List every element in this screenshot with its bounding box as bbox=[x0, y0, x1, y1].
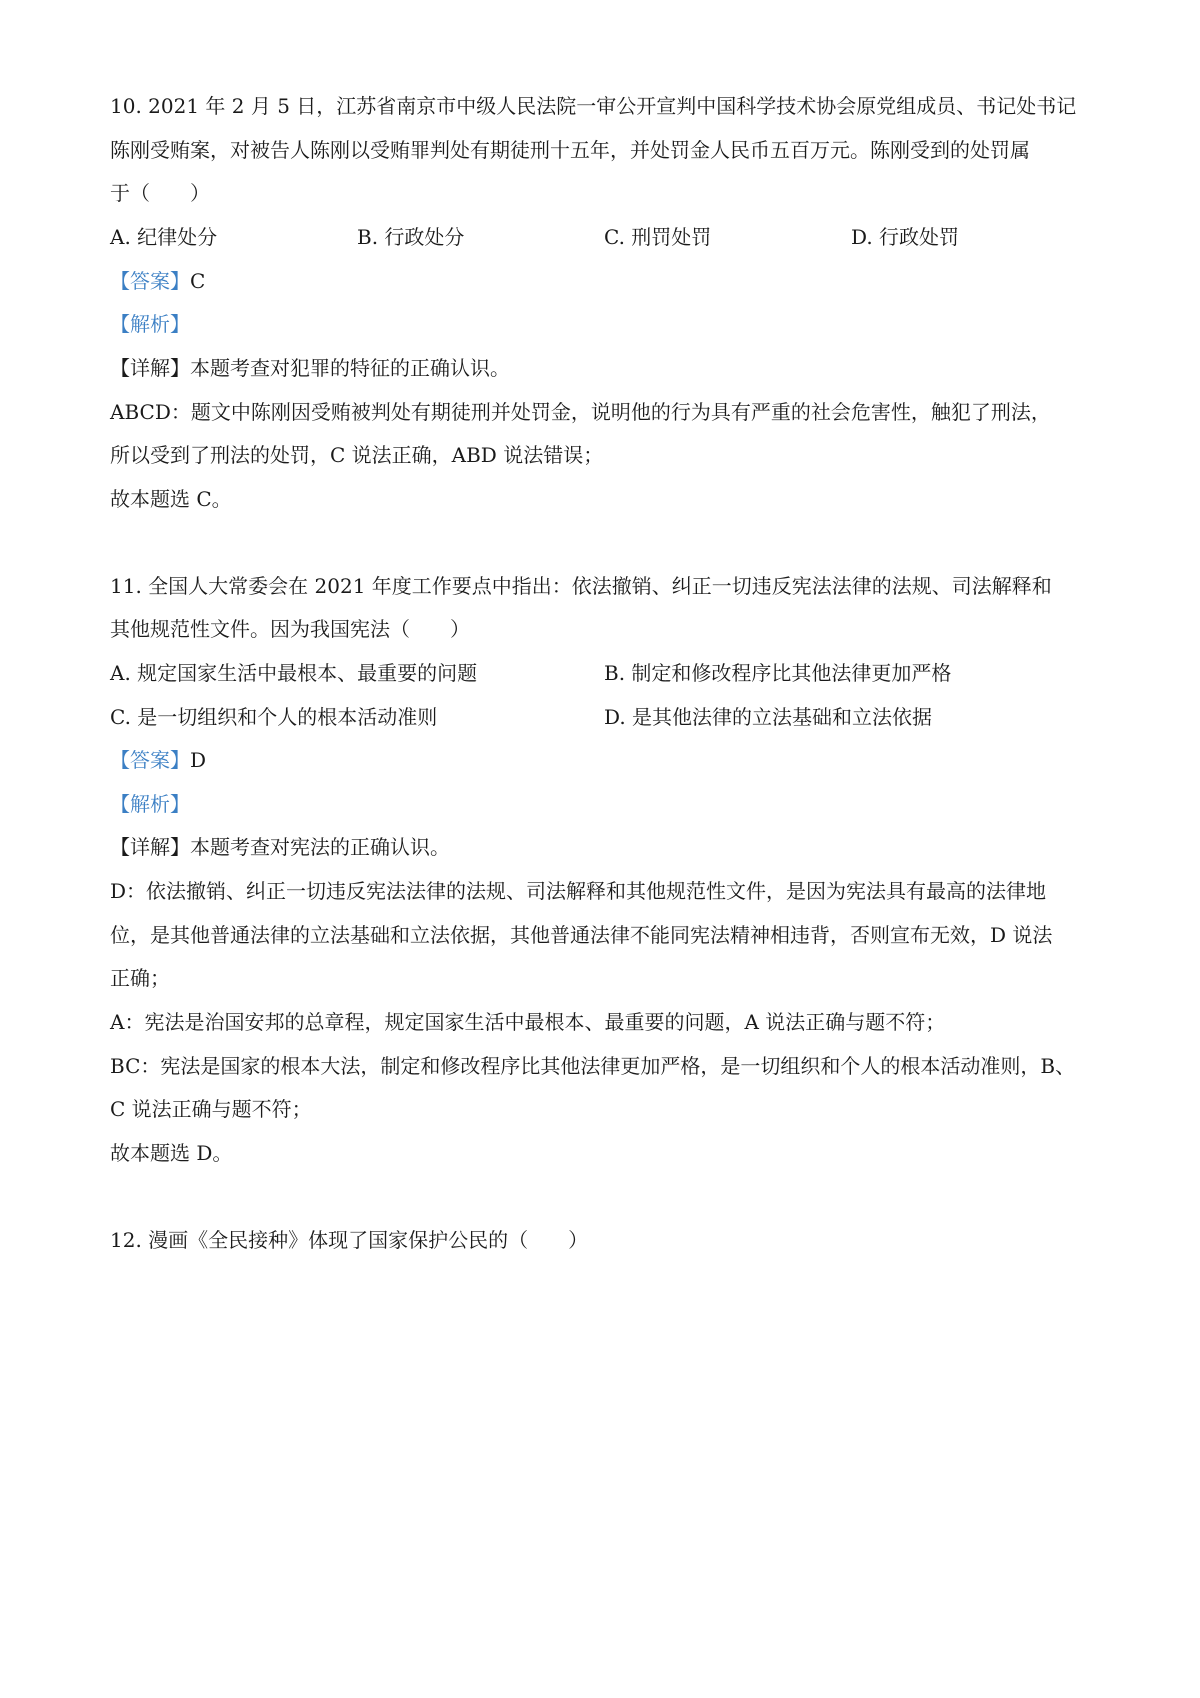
q11-option-c: C. 是一切组织和个人的根本活动准则 bbox=[110, 705, 438, 729]
q11-detail-line-6: BC：宪法是国家的根本大法，制定和修改程序比其他法律更加严格，是一切组织和个人的根本活动准则，B、 bbox=[110, 1054, 1076, 1078]
q11-answer-value: D bbox=[190, 748, 207, 772]
q12-stem-line-1: 12. 漫画《全民接种》体现了国家保护公民的（ ） bbox=[110, 1228, 589, 1252]
q10-answer bbox=[110, 267, 1100, 295]
q10-answer-value: C bbox=[190, 269, 206, 293]
q10-stem-line-2: 陈刚受贿案，对被告人陈刚以受贿罪判处有期徒刑十五年，并处罚金人民币五百万元。陈刚受到的处罚属 bbox=[110, 138, 1030, 162]
q10-analysis-label: 【解析】 bbox=[110, 312, 190, 336]
q11-detail-line-8: 故本题选 D。 bbox=[110, 1141, 233, 1165]
q10-option-b: B. 行政处分 bbox=[357, 225, 465, 249]
q11-option-a: A. 规定国家生活中最根本、最重要的问题 bbox=[110, 661, 478, 685]
q11-detail-line-3: 位，是其他普通法律的立法基础和立法依据，其他普通法律不能同宪法精神相违背，否则宣布无效，D 说法 bbox=[110, 923, 1053, 947]
q11-stem-line-2: 其他规范性文件。因为我国宪法（ ） bbox=[110, 617, 470, 641]
q10-option-c: C. 刑罚处罚 bbox=[604, 225, 712, 249]
q10-detail-line-2: ABCD：题文中陈刚因受贿被判处有期徒刑并处罚金，说明他的行为具有严重的社会危害性，触犯了刑法， bbox=[110, 400, 1051, 424]
q11-detail-line-5: A：宪法是治国安邦的总章程，规定国家生活中最根本、最重要的问题，A 说法正确与题不符； bbox=[110, 1010, 946, 1034]
q10-option-d: D. 行政处罚 bbox=[851, 225, 960, 249]
q11-answer-label: 【答案】 bbox=[110, 748, 190, 772]
q10-detail-line-3: 所以受到了刑法的处罚，C 说法正确，ABD 说法错误； bbox=[110, 443, 604, 467]
q11-option-d: D. 是其他法律的立法基础和立法依据 bbox=[604, 705, 933, 729]
q10-option-a: A. 纪律处分 bbox=[110, 225, 218, 249]
q11-detail-line-7: C 说法正确与题不符； bbox=[110, 1097, 312, 1121]
q11-option-b: B. 制定和修改程序比其他法律更加严格 bbox=[604, 661, 952, 685]
q10-detail-line-4: 故本题选 C。 bbox=[110, 487, 232, 511]
q11-stem-line-1: 11. 全国人大常委会在 2021 年度工作要点中指出：依法撤销、纠正一切违反宪法法律的法规、司法解释和 bbox=[110, 574, 1052, 598]
q10-stem-line-1: 10. 2021 年 2 月 5 日，江苏省南京市中级人民法院一审公开宣判中国科学技术协会原党组成员、书记处书记 bbox=[110, 94, 1077, 118]
q10-answer-label: 【答案】 bbox=[110, 269, 190, 293]
q11-analysis-label: 【解析】 bbox=[110, 792, 190, 816]
q10-detail-line-1: 【详解】本题考查对犯罪的特征的正确认识。 bbox=[110, 356, 510, 380]
q11-answer bbox=[110, 746, 1100, 774]
q11-detail-line-2: D：依法撤销、纠正一切违反宪法法律的法规、司法解释和其他规范性文件，是因为宪法具有最高的法律地 bbox=[110, 879, 1047, 903]
q10-stem-line-3: 于（ ） bbox=[110, 181, 210, 205]
q11-detail-line-1: 【详解】本题考查对宪法的正确认识。 bbox=[110, 835, 450, 859]
q11-detail-line-4: 正确； bbox=[110, 966, 170, 990]
